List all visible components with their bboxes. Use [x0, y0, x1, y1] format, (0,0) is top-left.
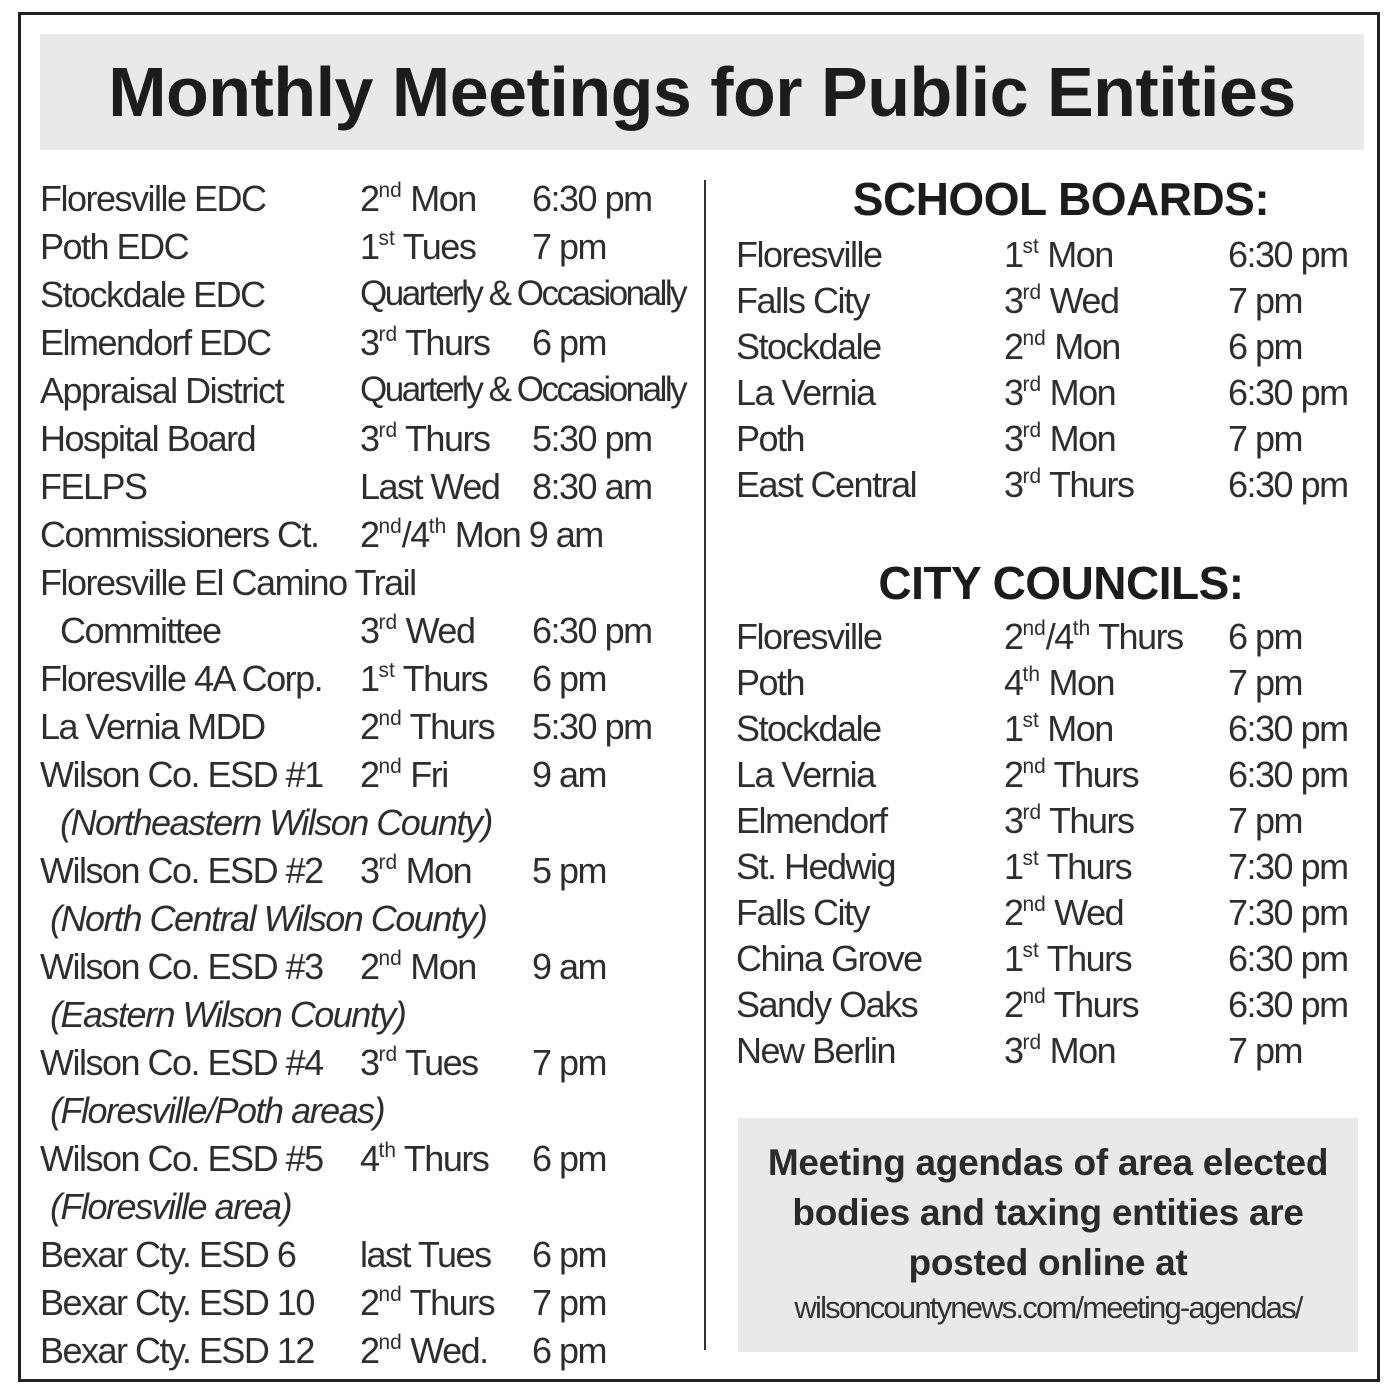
day-suffix: Thurs: [397, 322, 490, 363]
day-ordinal: st: [1022, 847, 1039, 871]
agenda-notice-box: [738, 1118, 1358, 1352]
day-ordinal: nd: [378, 1283, 402, 1307]
entity-name: Bexar Cty. ESD 10: [40, 1282, 314, 1323]
day-ordinal: nd: [378, 707, 402, 731]
meeting-day: [1004, 616, 1183, 658]
meeting-day: [360, 754, 448, 796]
meeting-row: [736, 366, 1366, 412]
day-ordinal: nd: [378, 947, 402, 971]
day-suffix: Mon: [1039, 662, 1114, 703]
day-value: 2: [360, 1330, 379, 1371]
area-note-row: [40, 796, 690, 844]
meeting-time: 7:30 pm: [1228, 846, 1348, 887]
meeting-time: 7 pm: [1228, 280, 1303, 321]
entity-name: FELPS: [40, 466, 147, 507]
meeting-day: [1004, 754, 1138, 796]
meeting-time: 6:30 pm: [1228, 938, 1348, 979]
entity-name: Bexar Cty. ESD 6: [40, 1234, 296, 1275]
meeting-row: [40, 1132, 690, 1180]
day-ordinal: rd: [1022, 801, 1042, 825]
area-note-row: [40, 892, 690, 940]
meeting-day: [1004, 892, 1123, 934]
entity-name: Elmendorf: [736, 800, 887, 841]
meeting-row: [736, 932, 1366, 978]
meeting-day: [360, 946, 476, 988]
entity-name: China Grove: [736, 938, 922, 979]
meeting-row: [736, 458, 1366, 504]
day-suffix: Fri: [401, 754, 448, 795]
meeting-time: 5 pm: [532, 850, 607, 891]
school-boards-heading: SCHOOL BOARDS:: [852, 173, 1270, 225]
entity-name: St. Hedwig: [736, 846, 896, 887]
meeting-time: 9 am: [532, 754, 607, 795]
area-note: (Floresville area): [50, 1186, 292, 1227]
day-value: 1: [1004, 708, 1023, 749]
entity-name: Wilson Co. ESD #5: [40, 1138, 323, 1179]
day-ordinal: st: [1022, 709, 1039, 733]
day-suffix: Thurs: [1045, 984, 1139, 1025]
day-ordinal: rd: [378, 323, 398, 347]
entity-name: Wilson Co. ESD #1: [40, 754, 323, 795]
entity-name: La Vernia: [736, 754, 875, 795]
day-value: 3: [1004, 280, 1023, 321]
day-value: 3: [360, 418, 379, 459]
entity-name: Stockdale EDC: [40, 274, 265, 315]
meeting-day: [1004, 326, 1120, 368]
agenda-notice-text: Meeting agendas of area elected bodies and taxing entities are posted online at: [767, 1142, 1329, 1283]
day-suffix: Mon: [1045, 326, 1120, 367]
day-value: 2: [1004, 754, 1023, 795]
entity-name: Poth: [736, 418, 805, 459]
entity-name: Floresville El Camino Trail: [40, 562, 416, 603]
meeting-day: [360, 706, 494, 748]
meeting-row: [736, 978, 1366, 1024]
meeting-time: 6:30 pm: [1228, 984, 1348, 1025]
day-suffix: Mon: [1041, 1030, 1116, 1071]
meeting-time: 6 pm: [1228, 326, 1303, 367]
meeting-day: [360, 370, 685, 410]
day-value: 2: [1004, 616, 1023, 657]
day-suffix: Wed: [397, 610, 475, 651]
meeting-time: 8:30 am: [532, 466, 652, 507]
meeting-row: [736, 228, 1366, 274]
meeting-row: [736, 748, 1366, 794]
entity-name: Poth: [736, 662, 805, 703]
entity-name: Falls City: [736, 280, 870, 321]
day-suffix: Thurs: [401, 706, 495, 747]
day-ordinal-2: th: [428, 515, 447, 539]
meeting-row: [736, 702, 1366, 748]
day-suffix: Thurs: [1041, 464, 1134, 505]
meeting-row: [736, 840, 1366, 886]
entity-name: Floresville: [736, 234, 882, 275]
day-ordinal: nd: [1022, 893, 1046, 917]
meeting-row: [736, 1024, 1366, 1070]
meeting-row: [40, 1036, 690, 1084]
meeting-row: [40, 844, 690, 892]
day-value: 2: [360, 514, 379, 555]
meeting-day: [360, 850, 471, 892]
day-suffix: Mon: [401, 946, 476, 987]
day-suffix: Thurs: [395, 1138, 489, 1179]
entity-name: Floresville: [736, 616, 882, 657]
day-ordinal: rd: [378, 419, 398, 443]
day-value: Quarterly & Occasionally: [360, 274, 686, 313]
day-suffix: Mon: [1041, 418, 1116, 459]
day-value: 3: [360, 610, 379, 651]
entity-name: Falls City: [736, 892, 870, 933]
day-suffix: Wed: [1041, 280, 1119, 321]
meeting-row: [40, 1324, 690, 1372]
meeting-day: [1004, 280, 1118, 322]
meeting-row: [40, 364, 690, 412]
area-note-row: [40, 988, 690, 1036]
meeting-day: [1004, 846, 1131, 888]
meeting-time: 6:30 pm: [1228, 234, 1348, 275]
meeting-row: [40, 220, 690, 268]
day-value: 3: [1004, 372, 1023, 413]
day-value: 3: [1004, 418, 1023, 459]
meeting-row: [736, 794, 1366, 840]
day-suffix: Thurs: [394, 658, 488, 699]
meeting-time: 7 pm: [1228, 800, 1303, 841]
meeting-row: [40, 700, 690, 748]
day-ordinal: rd: [1022, 1031, 1042, 1055]
day-suffix: Thurs: [397, 418, 490, 459]
meeting-row: [40, 748, 690, 796]
day-suffix: Wed.: [401, 1330, 488, 1371]
meeting-day: [360, 466, 499, 508]
day-suffix-2: Thurs: [1090, 616, 1183, 657]
meeting-time: 6 pm: [532, 322, 607, 363]
meeting-day: [360, 226, 475, 268]
day-value: 2: [360, 1282, 379, 1323]
area-note: (North Central Wilson County): [50, 898, 487, 939]
meeting-day: [360, 418, 489, 460]
day-ordinal: nd: [1022, 327, 1046, 351]
meeting-row: [40, 604, 690, 652]
day-ordinal: st: [1022, 235, 1039, 259]
day-value: 1: [360, 226, 379, 267]
city-councils-heading: CITY COUNCILS:: [878, 557, 1244, 609]
day-suffix: Thurs: [1038, 846, 1132, 887]
entity-name: La Vernia MDD: [40, 706, 265, 747]
day-ordinal: nd: [1022, 755, 1046, 779]
meeting-day: [1004, 418, 1115, 460]
meeting-time: 6 pm: [532, 658, 607, 699]
meeting-row: [736, 274, 1366, 320]
entity-name: Wilson Co. ESD #2: [40, 850, 323, 891]
day-ordinal: nd: [378, 1331, 402, 1355]
day-suffix: Thurs: [1045, 754, 1139, 795]
day-value: 1: [360, 658, 379, 699]
day-value: 2: [360, 706, 379, 747]
meeting-day: [1004, 464, 1133, 506]
day-value: last Tues: [360, 1234, 491, 1275]
page-title: Monthly Meetings for Public Entities: [108, 53, 1296, 131]
day-ordinal: rd: [1022, 281, 1042, 305]
day-ordinal: nd: [378, 755, 402, 779]
day-ordinal: nd: [1022, 617, 1046, 641]
meeting-day: [360, 274, 685, 314]
meeting-day: [1004, 372, 1115, 414]
area-note: (Eastern Wilson County): [50, 994, 406, 1035]
meeting-row: [40, 172, 690, 220]
meeting-time: 7 pm: [532, 1282, 607, 1323]
day-ordinal-2: th: [1072, 617, 1091, 641]
entity-name: Sandy Oaks: [736, 984, 918, 1025]
school-boards-list: [736, 228, 1366, 504]
meeting-row: [40, 508, 690, 556]
column-divider: [704, 180, 706, 1350]
entity-name: Stockdale: [736, 708, 881, 749]
day-ordinal: nd: [378, 179, 402, 203]
day-suffix: Thurs: [401, 1282, 495, 1323]
meeting-day: [1004, 234, 1113, 276]
meeting-day: [360, 1234, 491, 1276]
meeting-time: 6:30 pm: [532, 178, 652, 219]
meeting-day: [360, 1138, 488, 1180]
meeting-time: 6:30 pm: [1228, 708, 1348, 749]
agenda-notice-url[interactable]: wilsoncountynews.com/meeting-agendas/: [794, 1290, 1302, 1325]
day-ordinal: nd: [1022, 985, 1046, 1009]
meeting-row: [40, 940, 690, 988]
meeting-row: [40, 1228, 690, 1276]
day-suffix: Mon: [401, 178, 476, 219]
meeting-row: [736, 610, 1366, 656]
meeting-day: [1004, 800, 1133, 842]
entity-name: Appraisal District: [40, 370, 284, 411]
meeting-row: [40, 652, 690, 700]
meeting-day: [360, 178, 476, 220]
meeting-time: 7 pm: [532, 1042, 607, 1083]
day-suffix: Wed: [1045, 892, 1124, 933]
day-value: 3: [360, 850, 379, 891]
day-suffix: Thurs: [1041, 800, 1134, 841]
day-suffix: Mon: [397, 850, 472, 891]
meeting-row: [736, 320, 1366, 366]
day-suffix: Tues: [397, 1042, 478, 1083]
entity-name: Bexar Cty. ESD 12: [40, 1330, 314, 1371]
area-note: (Floresville/Poth areas): [50, 1090, 385, 1131]
entity-name: Wilson Co. ESD #4: [40, 1042, 323, 1083]
meeting-day: [1004, 938, 1131, 980]
day-ordinal: rd: [378, 851, 398, 875]
day-ordinal: th: [1022, 663, 1040, 687]
entity-name: Committee: [60, 610, 221, 651]
day-value: 2: [360, 754, 379, 795]
day-value: 3: [1004, 800, 1023, 841]
day-value: 3: [1004, 1030, 1023, 1071]
meeting-row: [736, 656, 1366, 702]
meeting-time: 7 pm: [1228, 662, 1303, 703]
city-councils-list: [736, 610, 1366, 1070]
day-value: 1: [1004, 234, 1023, 275]
day-value: 1: [1004, 938, 1023, 979]
entity-name: East Central: [736, 464, 917, 505]
meeting-day: [360, 514, 603, 556]
meeting-time: 6 pm: [532, 1234, 607, 1275]
day-value: 2: [1004, 326, 1023, 367]
entity-name: Floresville EDC: [40, 178, 266, 219]
meeting-day: [1004, 662, 1114, 704]
meeting-row: [40, 460, 690, 508]
day-value: 3: [360, 322, 379, 363]
meeting-row: [40, 412, 690, 460]
meeting-day: [360, 1330, 488, 1372]
entity-name: Commissioners Ct.: [40, 514, 319, 555]
entity-name: Elmendorf EDC: [40, 322, 271, 363]
day-suffix: Thurs: [1038, 938, 1132, 979]
day-suffix: Mon: [1038, 234, 1113, 275]
meeting-time: 6 pm: [532, 1138, 607, 1179]
day-ordinal: rd: [378, 611, 398, 635]
meeting-day: [1004, 984, 1138, 1026]
meeting-time: 6 pm: [532, 1330, 607, 1371]
day-value: Last Wed: [360, 466, 500, 507]
day-suffix-2: Mon 9 am: [446, 514, 603, 555]
day-value: 2: [360, 946, 379, 987]
meeting-row: [736, 886, 1366, 932]
meeting-day: [360, 610, 474, 652]
meeting-time: 7:30 pm: [1228, 892, 1348, 933]
day-value: 3: [360, 1042, 379, 1083]
meeting-day: [360, 1282, 494, 1324]
meeting-time: 5:30 pm: [532, 706, 652, 747]
area-note: (Northeastern Wilson County): [60, 802, 492, 843]
day-ordinal: th: [378, 1139, 396, 1163]
meeting-row: [40, 268, 690, 316]
day-value: Quarterly & Occasionally: [360, 370, 686, 409]
day-ordinal: nd: [378, 515, 402, 539]
day-ordinal: rd: [1022, 465, 1042, 489]
meeting-day: [360, 658, 487, 700]
meeting-time: 7 pm: [1228, 1030, 1303, 1071]
day-ordinal: rd: [378, 1043, 398, 1067]
day-suffix: Mon: [1038, 708, 1113, 749]
entity-name: Wilson Co. ESD #3: [40, 946, 323, 987]
area-note-row: [40, 1084, 690, 1132]
day-suffix: Mon: [1041, 372, 1116, 413]
meeting-day: [360, 322, 489, 364]
meeting-time: 6:30 pm: [1228, 754, 1348, 795]
day-ordinal: st: [1022, 939, 1039, 963]
meeting-time: 9 am: [532, 946, 607, 987]
area-note-row: [40, 1180, 690, 1228]
entity-name: Poth EDC: [40, 226, 189, 267]
entity-name: Hospital Board: [40, 418, 256, 459]
meeting-time: 7 pm: [532, 226, 607, 267]
day-ordinal: st: [378, 659, 395, 683]
day-suffix: /4: [1045, 616, 1073, 657]
meeting-row: [40, 1276, 690, 1324]
title-banner: [40, 34, 1364, 150]
meeting-time: 6 pm: [1228, 616, 1303, 657]
meeting-day: [1004, 708, 1113, 750]
meeting-row: [40, 316, 690, 364]
day-suffix: Tues: [394, 226, 476, 267]
entity-name: Floresville 4A Corp.: [40, 658, 323, 699]
meeting-day: [360, 1042, 478, 1084]
day-value: 2: [1004, 892, 1023, 933]
meeting-time: 6:30 pm: [1228, 372, 1348, 413]
day-ordinal: rd: [1022, 373, 1042, 397]
day-ordinal: rd: [1022, 419, 1042, 443]
day-value: 2: [360, 178, 379, 219]
day-value: 4: [1004, 662, 1023, 703]
day-value: 2: [1004, 984, 1023, 1025]
entity-name: New Berlin: [736, 1030, 896, 1071]
day-value: 1: [1004, 846, 1023, 887]
day-value: 3: [1004, 464, 1023, 505]
meeting-time: 5:30 pm: [532, 418, 652, 459]
public-entities-list: [40, 172, 690, 1372]
day-suffix: /4: [401, 514, 429, 555]
entity-name: Stockdale: [736, 326, 881, 367]
meeting-time: 7 pm: [1228, 418, 1303, 459]
meeting-row: [736, 412, 1366, 458]
meeting-day: [1004, 1030, 1115, 1072]
meeting-time: 6:30 pm: [1228, 464, 1348, 505]
day-ordinal: st: [378, 227, 395, 251]
meeting-time: 6:30 pm: [532, 610, 652, 651]
day-value: 4: [360, 1138, 379, 1179]
entity-name: La Vernia: [736, 372, 875, 413]
meeting-row: [40, 556, 690, 604]
